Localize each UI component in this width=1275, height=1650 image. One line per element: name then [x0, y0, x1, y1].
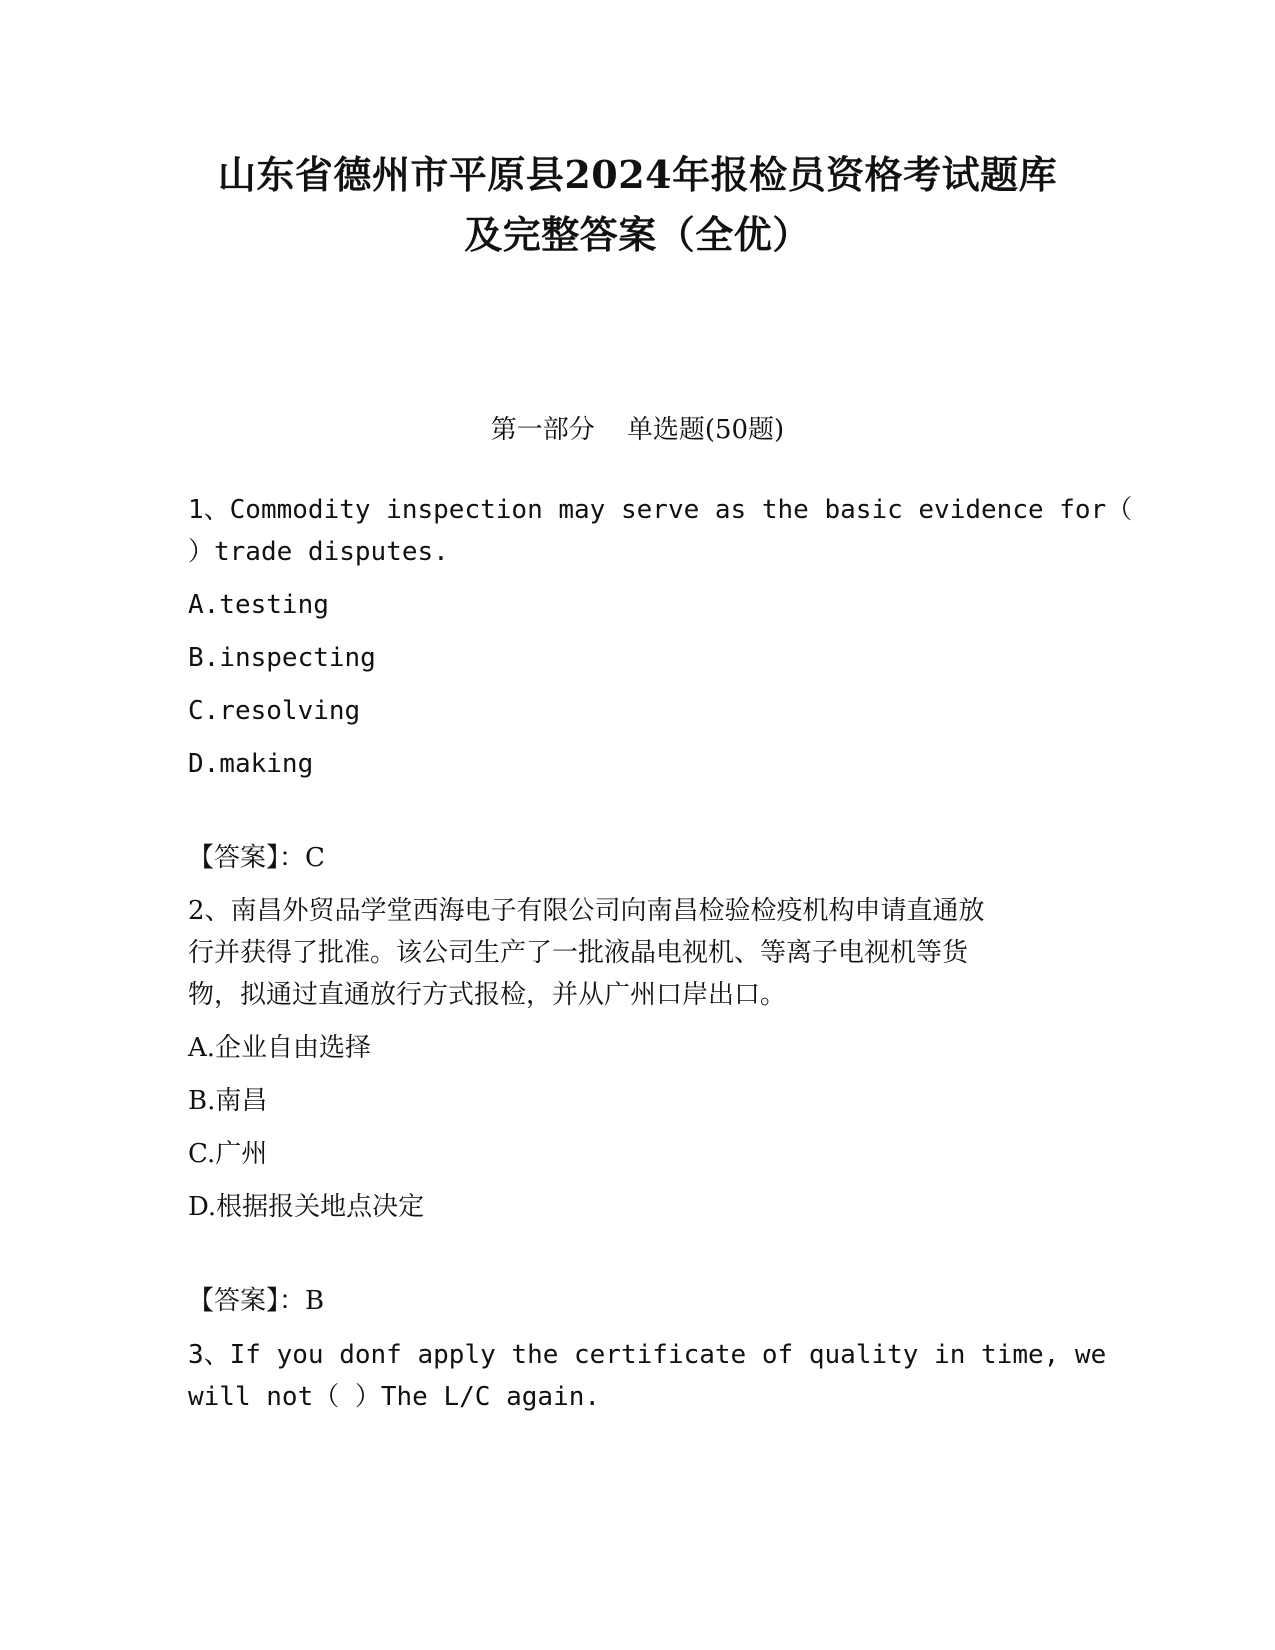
document-title [170, 145, 1105, 265]
question-1-option-a: A.testing [188, 590, 329, 620]
section-name: 单选题(50题) [626, 415, 785, 445]
question-1-stem-line-2: ）trade disputes. [188, 537, 449, 567]
question-3-stem-line-2: will not（ ）The L/C again. [188, 1382, 601, 1412]
question-1-option-c: C.resolving [188, 696, 361, 726]
question-1-option-b: B.inspecting [188, 643, 376, 673]
question-2-option-b: B.南昌 [188, 1086, 268, 1116]
question-1-stem-line-1: 1、Commodity inspection may serve as the basic evidence for（ [188, 495, 1133, 525]
question-2-stem-line-1: 2、南昌外贸品学堂西海电子有限公司向南昌检验检疫机构申请直通放 [188, 896, 985, 926]
question-2-option-d: D.根据报关地点决定 [188, 1192, 425, 1222]
question-2-stem-line-3: 物，拟通过直通放行方式报检，并从广州口岸出口。 [188, 980, 787, 1010]
question-3-stem-line-1: 3、If you donf apply the certificate of quality in time, we [188, 1340, 1107, 1370]
title-line-1: 山东省德州市平原县2024年报检员资格考试题库 [217, 152, 1058, 197]
section-part: 第一部分 [490, 415, 595, 445]
title-line-2: 及完整答案（全优） [464, 212, 811, 257]
question-2-option-a: A.企业自由选择 [188, 1033, 372, 1063]
question-1-option-d: D.making [188, 749, 314, 779]
question-2-stem-line-2: 行并获得了批准。该公司生产了一批液晶电视机、等离子电视机等货 [188, 938, 969, 968]
question-2-answer: 【答案】：B [188, 1286, 325, 1316]
question-2-option-c: C.广州 [188, 1139, 268, 1169]
question-1-answer: 【答案】：C [188, 843, 325, 873]
section-heading [0, 412, 1275, 448]
